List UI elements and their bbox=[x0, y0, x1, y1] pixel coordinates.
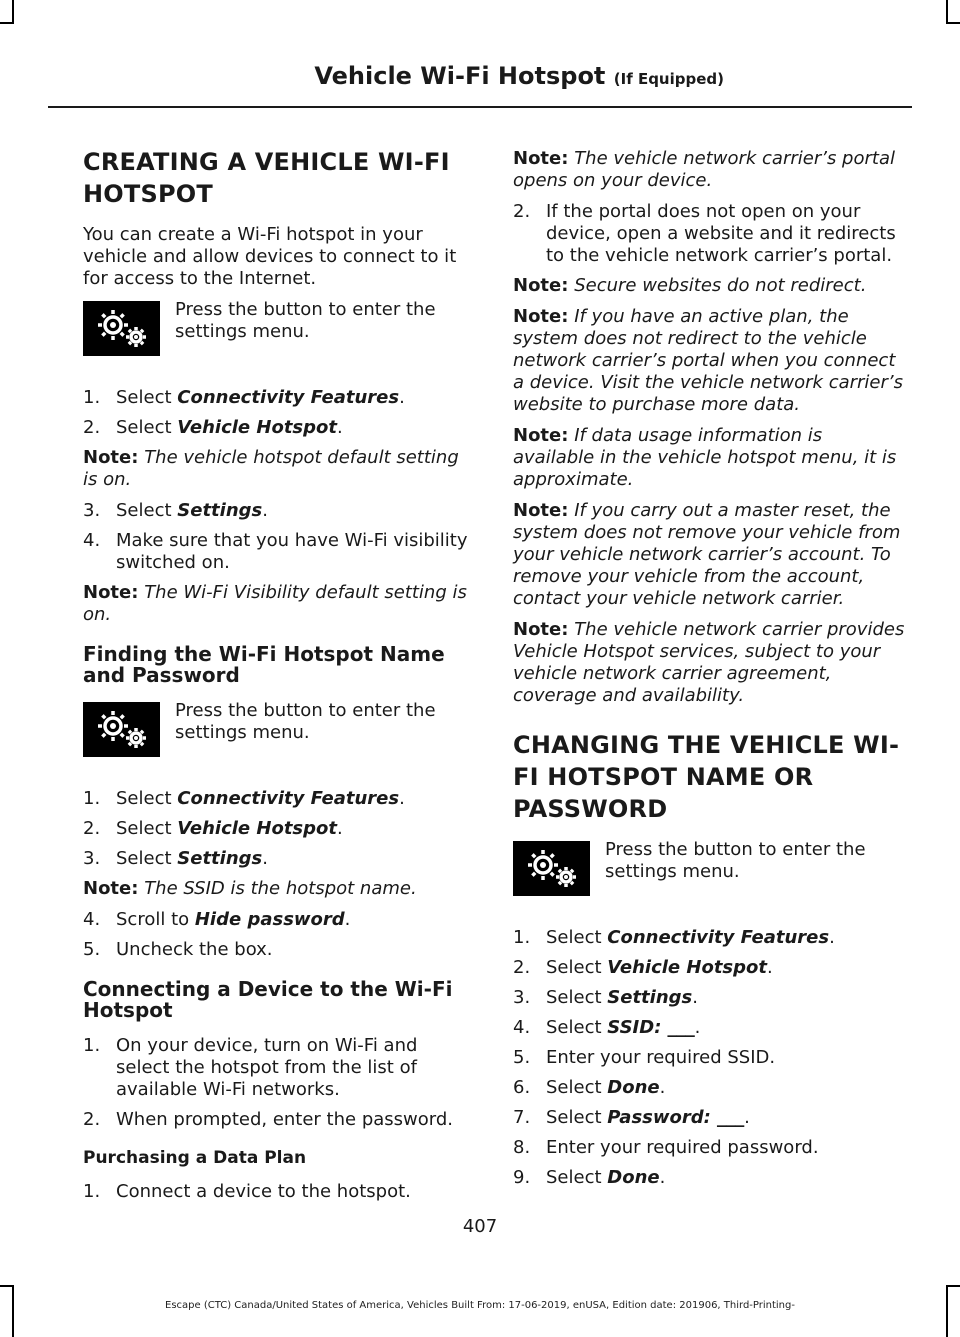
header-title-main: Vehicle Wi-Fi Hotspot bbox=[314, 62, 606, 90]
step-number: 3. bbox=[513, 987, 531, 1008]
step-emphasis: Settings bbox=[177, 500, 263, 521]
note-text: If you carry out a master reset, the system does not remove your vehicle from your vehicle network carrier’s account. To remove your vehicle from the account, contact your vehicle network carrier. bbox=[513, 500, 901, 609]
note-text: The SSID is the hotspot name. bbox=[144, 878, 417, 899]
settings-instruction-text: Press the button to enter the settings menu. bbox=[175, 700, 436, 743]
step-number: 7. bbox=[513, 1107, 531, 1128]
note-label: Note: bbox=[513, 275, 569, 296]
step-number: 2. bbox=[513, 201, 531, 222]
step-number: 2. bbox=[83, 818, 101, 839]
note-label: Note: bbox=[513, 425, 569, 446]
step-text: Select bbox=[546, 957, 608, 978]
crop-mark bbox=[946, 0, 948, 22]
step-suffix: . bbox=[659, 1167, 666, 1188]
note-text: The vehicle network carrier’s portal opens on your device. bbox=[513, 148, 895, 191]
list-item bbox=[513, 1017, 908, 1039]
step-emphasis: Password: ___ bbox=[607, 1107, 745, 1128]
note-label: Note: bbox=[513, 148, 569, 169]
list-item bbox=[83, 1035, 473, 1101]
step-emphasis: Vehicle Hotspot bbox=[177, 417, 337, 438]
step-list bbox=[83, 387, 473, 439]
step-text: Select bbox=[546, 987, 608, 1008]
step-number: 4. bbox=[83, 530, 101, 551]
note bbox=[83, 878, 473, 900]
settings-instruction-text: Press the button to enter the settings menu. bbox=[175, 299, 436, 342]
section-heading-changing bbox=[513, 729, 908, 825]
step-suffix: . bbox=[337, 818, 343, 839]
step-number: 4. bbox=[83, 909, 101, 930]
step-suffix: . bbox=[744, 1107, 750, 1128]
subheading-finding: Finding the Wi-Fi Hotspot Name and Password bbox=[83, 642, 445, 687]
heading-line: CREATING A VEHICLE WI-FI bbox=[83, 148, 450, 176]
crop-mark bbox=[0, 1285, 14, 1287]
list-item bbox=[83, 500, 473, 522]
step-suffix: . bbox=[692, 987, 698, 1008]
list-item bbox=[513, 1047, 908, 1069]
step-emphasis: Hide password bbox=[194, 909, 345, 930]
step-number: 1. bbox=[83, 1035, 101, 1056]
subheading-connecting: Connecting a Device to the Wi-Fi Hotspot bbox=[83, 977, 453, 1022]
step-suffix: . bbox=[262, 500, 268, 521]
crop-mark bbox=[12, 1285, 14, 1337]
note-text: Secure websites do not redirect. bbox=[574, 275, 867, 296]
note-label: Note: bbox=[83, 582, 139, 603]
step-number: 1. bbox=[83, 788, 101, 809]
crop-mark bbox=[946, 1285, 960, 1287]
step-text: Select bbox=[116, 417, 178, 438]
step-text: When prompted, enter the password. bbox=[116, 1109, 453, 1130]
step-number: 1. bbox=[83, 1181, 101, 1202]
list-item bbox=[83, 818, 473, 840]
note-text: If data usage information is available in the vehicle hotspot menu, it is approximate. bbox=[513, 425, 897, 490]
list-item bbox=[513, 201, 908, 267]
step-number: 6. bbox=[513, 1077, 531, 1098]
heading-line: CHANGING THE VEHICLE WI- bbox=[513, 731, 900, 759]
note-label: Note: bbox=[513, 500, 569, 521]
step-text: If the portal does not open on your device, open a website and it redirects to the vehicle network carrier’s portal. bbox=[546, 201, 896, 266]
step-list bbox=[513, 927, 908, 1189]
step-text: Scroll to bbox=[116, 909, 195, 930]
left-column bbox=[83, 146, 473, 1211]
step-number: 2. bbox=[83, 1109, 101, 1130]
step-number: 1. bbox=[513, 927, 531, 948]
step-text: Connect a device to the hotspot. bbox=[116, 1181, 411, 1202]
note bbox=[513, 148, 908, 192]
step-suffix: . bbox=[337, 417, 343, 438]
step-text: Select bbox=[116, 500, 178, 521]
list-item bbox=[513, 1137, 908, 1159]
section-heading-creating bbox=[83, 146, 473, 210]
settings-gear-icon bbox=[83, 301, 160, 356]
header-rule bbox=[48, 106, 912, 108]
note-text: The vehicle hotspot default setting is on. bbox=[83, 447, 459, 490]
step-number: 3. bbox=[83, 848, 101, 869]
settings-gear-icon bbox=[83, 702, 160, 757]
list-item bbox=[83, 1109, 473, 1131]
step-suffix: . bbox=[767, 957, 773, 978]
page-number: 407 bbox=[462, 1216, 498, 1237]
heading-line: FI HOTSPOT NAME OR bbox=[513, 763, 814, 791]
step-emphasis: Vehicle Hotspot bbox=[177, 818, 337, 839]
step-list bbox=[83, 500, 473, 574]
step-list bbox=[513, 201, 908, 267]
list-item bbox=[83, 530, 473, 574]
step-suffix: . bbox=[829, 927, 835, 948]
step-text: Select bbox=[116, 818, 178, 839]
crop-mark bbox=[946, 1285, 948, 1337]
note-text: The vehicle network carrier provides Vehicle Hotspot services, subject to your vehicle network carrier agreement, coverage and availability. bbox=[513, 619, 905, 706]
header-title-qualifier: (If Equipped) bbox=[613, 70, 724, 88]
step-suffix: . bbox=[694, 1017, 701, 1038]
step-emphasis: Done bbox=[607, 1167, 660, 1188]
list-item bbox=[513, 987, 908, 1009]
list-item bbox=[83, 939, 473, 961]
step-suffix: . bbox=[344, 909, 351, 930]
step-number: 2. bbox=[83, 417, 101, 438]
settings-gear-icon bbox=[513, 841, 590, 896]
list-item bbox=[83, 417, 473, 439]
crop-mark bbox=[946, 22, 960, 24]
right-column bbox=[513, 148, 908, 1197]
note bbox=[513, 500, 908, 610]
note-label: Note: bbox=[83, 447, 139, 468]
note bbox=[83, 582, 473, 626]
note-label: Note: bbox=[513, 306, 569, 327]
settings-instruction bbox=[83, 700, 473, 778]
step-text: Select bbox=[546, 1107, 608, 1128]
step-list bbox=[83, 788, 473, 870]
crop-mark bbox=[12, 0, 14, 22]
heading-line: PASSWORD bbox=[513, 795, 668, 823]
step-number: 4. bbox=[513, 1017, 531, 1038]
step-list bbox=[83, 909, 473, 961]
note bbox=[513, 619, 908, 707]
note-text: If you have an active plan, the system does not redirect to the vehicle network carrier’s portal when you connect a device. Visit the vehicle network carrier’s website to purchase more data. bbox=[513, 306, 904, 415]
step-text: On your device, turn on Wi-Fi and select the hotspot from the list of available Wi-Fi networks. bbox=[116, 1035, 418, 1100]
step-emphasis: Done bbox=[607, 1077, 660, 1098]
note bbox=[513, 425, 908, 491]
step-suffix: . bbox=[262, 848, 268, 869]
list-item bbox=[513, 957, 908, 979]
list-item bbox=[513, 1107, 908, 1129]
step-number: 8. bbox=[513, 1137, 531, 1158]
step-text: Select bbox=[546, 927, 608, 948]
step-emphasis: Connectivity Features bbox=[177, 788, 400, 809]
step-text: Enter your required password. bbox=[546, 1137, 819, 1158]
step-text: Select bbox=[546, 1017, 608, 1038]
step-number: 3. bbox=[83, 500, 101, 521]
step-text: Enter your required SSID. bbox=[546, 1047, 776, 1068]
list-item bbox=[83, 848, 473, 870]
step-suffix: . bbox=[659, 1077, 666, 1098]
settings-instruction bbox=[513, 839, 908, 917]
step-text: Select bbox=[116, 387, 178, 408]
step-text: Make sure that you have Wi-Fi visibility switched on. bbox=[116, 530, 468, 573]
heading-line: HOTSPOT bbox=[83, 180, 213, 208]
step-emphasis: Connectivity Features bbox=[177, 387, 400, 408]
subheading-purchasing: Purchasing a Data Plan bbox=[83, 1148, 307, 1168]
step-suffix: . bbox=[399, 387, 405, 408]
step-text: Select bbox=[546, 1167, 608, 1188]
step-number: 5. bbox=[513, 1047, 531, 1068]
step-number: 9. bbox=[513, 1167, 531, 1188]
list-item bbox=[83, 1181, 473, 1203]
step-emphasis: Connectivity Features bbox=[607, 927, 830, 948]
list-item bbox=[83, 909, 473, 931]
step-emphasis: Settings bbox=[177, 848, 263, 869]
note-label: Note: bbox=[83, 878, 139, 899]
list-item bbox=[83, 788, 473, 810]
step-number: 2. bbox=[513, 957, 531, 978]
step-text: Uncheck the box. bbox=[116, 939, 273, 960]
step-text: Select bbox=[116, 788, 178, 809]
settings-instruction-text: Press the button to enter the settings menu. bbox=[605, 839, 866, 882]
intro-paragraph: You can create a Wi-Fi hotspot in your vehicle and allow devices to connect to it for access to the Internet. bbox=[83, 224, 457, 289]
page-header-title bbox=[314, 62, 724, 90]
step-list bbox=[83, 1181, 473, 1203]
step-number: 5. bbox=[83, 939, 101, 960]
note bbox=[513, 275, 908, 297]
page-footer: Escape (CTC) Canada/United States of America, Vehicles Built From: 17-06-2019, enUSA, Edition date: 201906, Third-Printing- bbox=[165, 1300, 795, 1311]
step-text: Select bbox=[116, 848, 178, 869]
note bbox=[513, 306, 908, 416]
list-item bbox=[83, 387, 473, 409]
step-list bbox=[83, 1035, 473, 1131]
step-emphasis: SSID: ___ bbox=[607, 1017, 695, 1038]
list-item bbox=[513, 1077, 908, 1099]
settings-instruction bbox=[83, 299, 473, 377]
step-text: Select bbox=[546, 1077, 608, 1098]
note-label: Note: bbox=[513, 619, 569, 640]
list-item bbox=[513, 1167, 908, 1189]
step-number: 1. bbox=[83, 387, 101, 408]
step-emphasis: Vehicle Hotspot bbox=[607, 957, 767, 978]
step-suffix: . bbox=[399, 788, 405, 809]
crop-mark bbox=[0, 22, 14, 24]
list-item bbox=[513, 927, 908, 949]
note bbox=[83, 447, 473, 491]
step-emphasis: Settings bbox=[607, 987, 693, 1008]
note-text: The Wi-Fi Visibility default setting is on. bbox=[83, 582, 467, 625]
